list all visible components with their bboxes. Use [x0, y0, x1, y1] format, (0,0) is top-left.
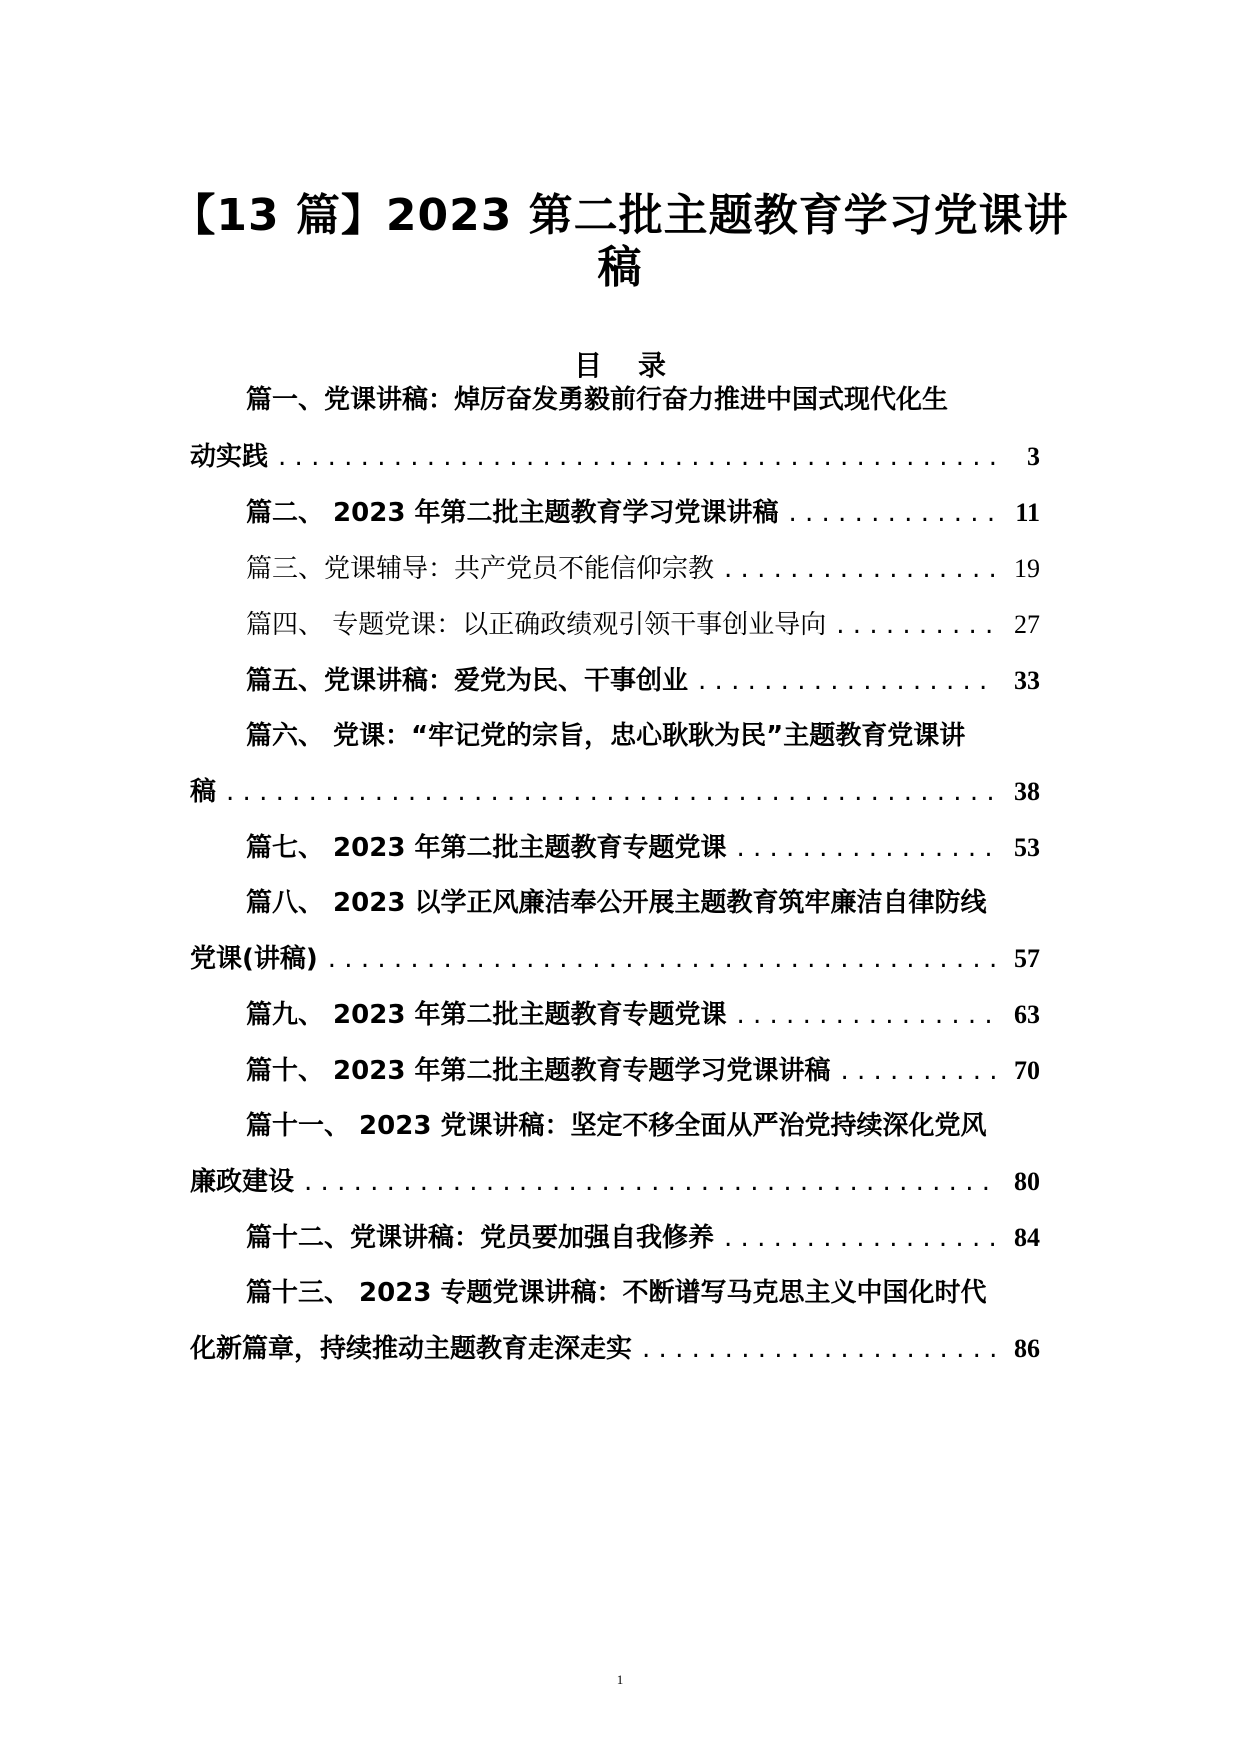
toc-entry-label: 篇四、 专题党课：以正确政绩观引领干事创业导向 — [246, 610, 827, 640]
toc-entry-text — [190, 661, 688, 701]
toc-entry-label: 篇二、 2023 年第二批主题教育学习党课讲稿 — [246, 498, 779, 528]
toc-entry-8-line-2[interactable] — [190, 939, 1040, 979]
toc-entry-3-line-1[interactable] — [190, 549, 1040, 589]
toc-entry-text — [190, 1273, 986, 1313]
toc-entry-5-line-1[interactable] — [190, 661, 1040, 701]
toc-entry-label: 篇七、 2023 年第二批主题教育专题党课 — [246, 833, 727, 863]
document-title — [150, 190, 1090, 294]
dot-leader — [304, 1162, 998, 1202]
dot-leader — [836, 605, 998, 645]
toc-entry-label: 篇三、党课辅导：共产党员不能信仰宗教 — [246, 554, 715, 584]
toc-entry-label: 篇十二、党课讲稿：党员要加强自我修养 — [246, 1223, 715, 1253]
toc-entry-11-line-1[interactable] — [190, 1106, 1040, 1146]
toc-entry-10-line-1[interactable] — [190, 1051, 1040, 1091]
toc-page-number: 80 — [1014, 1167, 1040, 1196]
toc-entry-label: 党课(讲稿) — [190, 944, 318, 974]
toc-entry-text — [190, 493, 778, 533]
toc-entry-1-line-1[interactable] — [190, 380, 1040, 420]
toc-entry-text — [190, 1051, 830, 1091]
dot-leader — [226, 772, 998, 812]
dot-leader — [328, 939, 998, 979]
toc-page-number: 86 — [1014, 1334, 1040, 1363]
toc-page-number: 84 — [1014, 1223, 1040, 1252]
toc-entry-text — [190, 1106, 986, 1146]
toc-entry-text — [190, 828, 726, 868]
toc-entry-text — [190, 1218, 714, 1258]
toc-entry-text — [190, 772, 216, 812]
dot-leader — [642, 1329, 998, 1369]
toc-entry-6-line-2[interactable] — [190, 772, 1040, 812]
dot-leader — [278, 437, 998, 477]
toc-entry-label: 篇十、 2023 年第二批主题教育专题学习党课讲稿 — [246, 1056, 831, 1086]
toc-entry-label: 篇六、 党课：“牢记党的宗旨，忠心耿耿为民”主题教育党课讲 — [246, 721, 966, 751]
toc-entry-label: 篇十三、 2023 专题党课讲稿：不断谱写马克思主义中国化时代 — [246, 1278, 987, 1308]
toc-entry-label: 化新篇章，持续推动主题教育走深走实 — [190, 1334, 633, 1364]
dot-leader — [698, 661, 998, 701]
toc-entry-text — [190, 549, 714, 589]
toc-entry-label: 廉政建设 — [190, 1167, 295, 1197]
toc-entry-text — [190, 605, 826, 645]
page-number: 1 — [616, 1672, 624, 1687]
toc-entry-7-line-1[interactable] — [190, 828, 1040, 868]
toc-entry-13-line-1[interactable] — [190, 1273, 1040, 1313]
toc-entry-13-line-2[interactable] — [190, 1329, 1040, 1369]
dot-leader — [736, 828, 998, 868]
toc-entry-6-line-1[interactable] — [190, 716, 1040, 756]
toc-page-number: 53 — [1014, 833, 1040, 862]
toc-page-number: 3 — [1027, 442, 1040, 471]
toc-entry-2-line-1[interactable] — [190, 493, 1040, 533]
dot-leader — [788, 493, 998, 533]
toc-entry-11-line-2[interactable] — [190, 1162, 1040, 1202]
toc-entry-9-line-1[interactable] — [190, 995, 1040, 1035]
dot-leader — [840, 1051, 998, 1091]
title-line-1: 【13 篇】2023 第二批主题教育学习党课讲 — [171, 190, 1069, 241]
toc-entry-text — [190, 939, 318, 979]
toc-page-number: 27 — [1014, 610, 1040, 639]
toc-entry-text — [190, 437, 268, 477]
toc-entry-label: 篇五、党课讲稿：爱党为民、干事创业 — [246, 666, 689, 696]
toc-page-number: 33 — [1014, 666, 1040, 695]
toc-page-number: 70 — [1014, 1056, 1040, 1085]
toc-page-number: 57 — [1014, 944, 1040, 973]
toc-heading-char-2: 录 — [638, 349, 667, 382]
toc-entry-text — [190, 883, 986, 923]
toc-entry-label: 篇一、党课讲稿：焯厉奋发勇毅前行奋力推进中国式现代化生 — [246, 385, 949, 415]
toc-entry-text — [190, 380, 948, 420]
toc-entry-8-line-1[interactable] — [190, 883, 1040, 923]
title-line-2: 稿 — [597, 242, 643, 293]
toc-entry-text — [190, 995, 726, 1035]
toc-heading-char-1: 目 — [573, 349, 602, 382]
toc-entry-text — [190, 1162, 294, 1202]
toc-page-number: 19 — [1014, 554, 1040, 583]
dot-leader — [724, 549, 998, 589]
toc-page-number: 11 — [1015, 498, 1040, 527]
toc-page-number: 38 — [1014, 777, 1040, 806]
toc-entry-label: 篇八、 2023 以学正风廉洁奉公开展主题教育筑牢廉洁自律防线 — [246, 888, 987, 918]
toc-entry-text — [190, 1329, 632, 1369]
toc-entry-label: 篇九、 2023 年第二批主题教育专题党课 — [246, 1000, 727, 1030]
toc-entry-text — [190, 716, 965, 756]
toc-entry-4-line-1[interactable] — [190, 605, 1040, 645]
toc-entry-label: 篇十一、 2023 党课讲稿：坚定不移全面从严治党持续深化党风 — [246, 1111, 987, 1141]
toc-entry-label: 稿 — [190, 777, 217, 807]
dot-leader — [736, 995, 998, 1035]
toc-heading — [0, 348, 1240, 384]
toc-page-number: 63 — [1014, 1000, 1040, 1029]
toc-entry-label: 动实践 — [190, 442, 269, 472]
toc-entry-12-line-1[interactable] — [190, 1218, 1040, 1258]
toc-entry-1-line-2[interactable] — [190, 437, 1040, 477]
dot-leader — [724, 1218, 998, 1258]
